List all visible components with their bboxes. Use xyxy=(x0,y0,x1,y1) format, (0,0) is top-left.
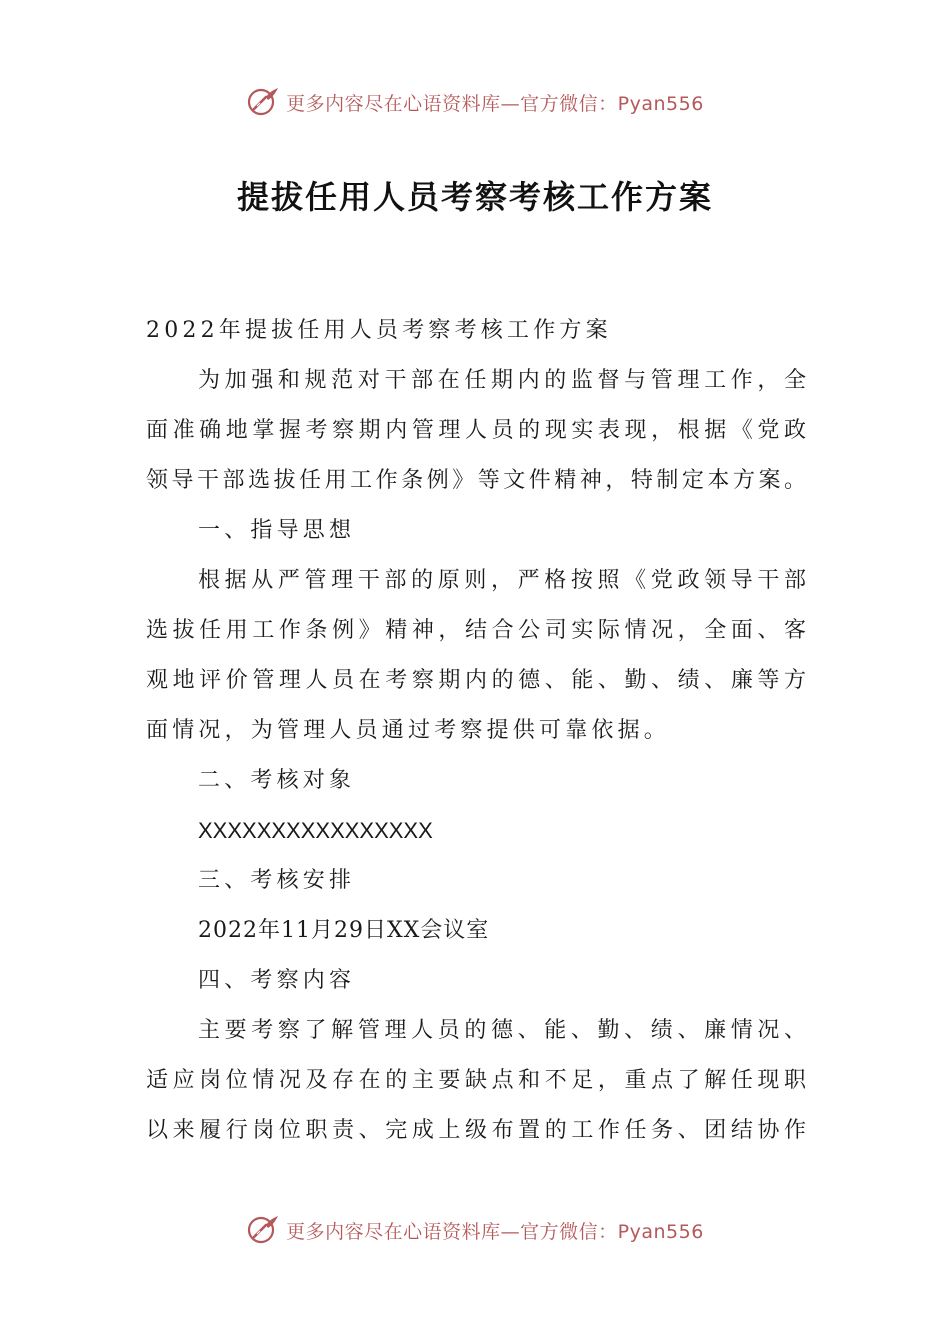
footer-banner-text xyxy=(286,1217,704,1244)
header-wechat-id: Pyan556 xyxy=(617,92,704,115)
section4-line-1: 主要考察了解管理人员的德、能、勤、绩、廉情况、 xyxy=(198,1018,806,1043)
document-body xyxy=(146,306,806,1156)
document-subtitle: 2022年提拔任用人员考察考核工作方案 xyxy=(146,318,612,343)
section1-line-1: 根据从严管理干部的原则，严格按照《党政领导干部 xyxy=(198,568,806,593)
section3-body: 2022年11月29日XX会议室 xyxy=(198,918,490,943)
section4-line-2: 适应岗位情况及存在的主要缺点和不足，重点了解任现职 xyxy=(146,1068,806,1093)
section4-heading: 四、考察内容 xyxy=(198,968,356,993)
intro-line-2: 面准确地掌握考察期内管理人员的现实表现，根据《党政 xyxy=(146,418,806,443)
footer-banner xyxy=(0,1212,950,1248)
footer-wechat-id: Pyan556 xyxy=(617,1220,704,1243)
section1-line-4: 面情况，为管理人员通过考察提供可靠依据。 xyxy=(146,718,671,743)
header-banner xyxy=(0,84,950,120)
intro-line-1: 为加强和规范对干部在任期内的监督与管理工作，全 xyxy=(198,368,806,393)
footer-banner-label: 更多内容尽在心语资料库—官方微信： xyxy=(286,1220,618,1243)
section4-line-3: 以来履行岗位职责、完成上级布置的工作任务、团结协作 xyxy=(146,1118,806,1143)
header-banner-text xyxy=(286,89,704,116)
section1-heading: 一、指导思想 xyxy=(198,518,356,543)
section3-heading: 三、考核安排 xyxy=(198,868,356,893)
intro-line-3: 领导干部选拔任用工作条例》等文件精神，特制定本方案。 xyxy=(146,468,806,493)
quill-pen-icon xyxy=(246,85,280,119)
section1-line-3: 观地评价管理人员在考察期内的德、能、勤、绩、廉等方 xyxy=(146,668,806,693)
section2-heading: 二、考核对象 xyxy=(198,768,356,793)
section1-line-2: 选拔任用工作条例》精神，结合公司实际情况，全面、客 xyxy=(146,618,806,643)
quill-pen-icon xyxy=(246,1213,280,1247)
document-title: 提拔任用人员考察考核工作方案 xyxy=(236,178,713,216)
header-banner-label: 更多内容尽在心语资料库—官方微信： xyxy=(286,92,618,115)
section2-body: XXXXXXXXXXXXXXXX xyxy=(198,818,433,843)
